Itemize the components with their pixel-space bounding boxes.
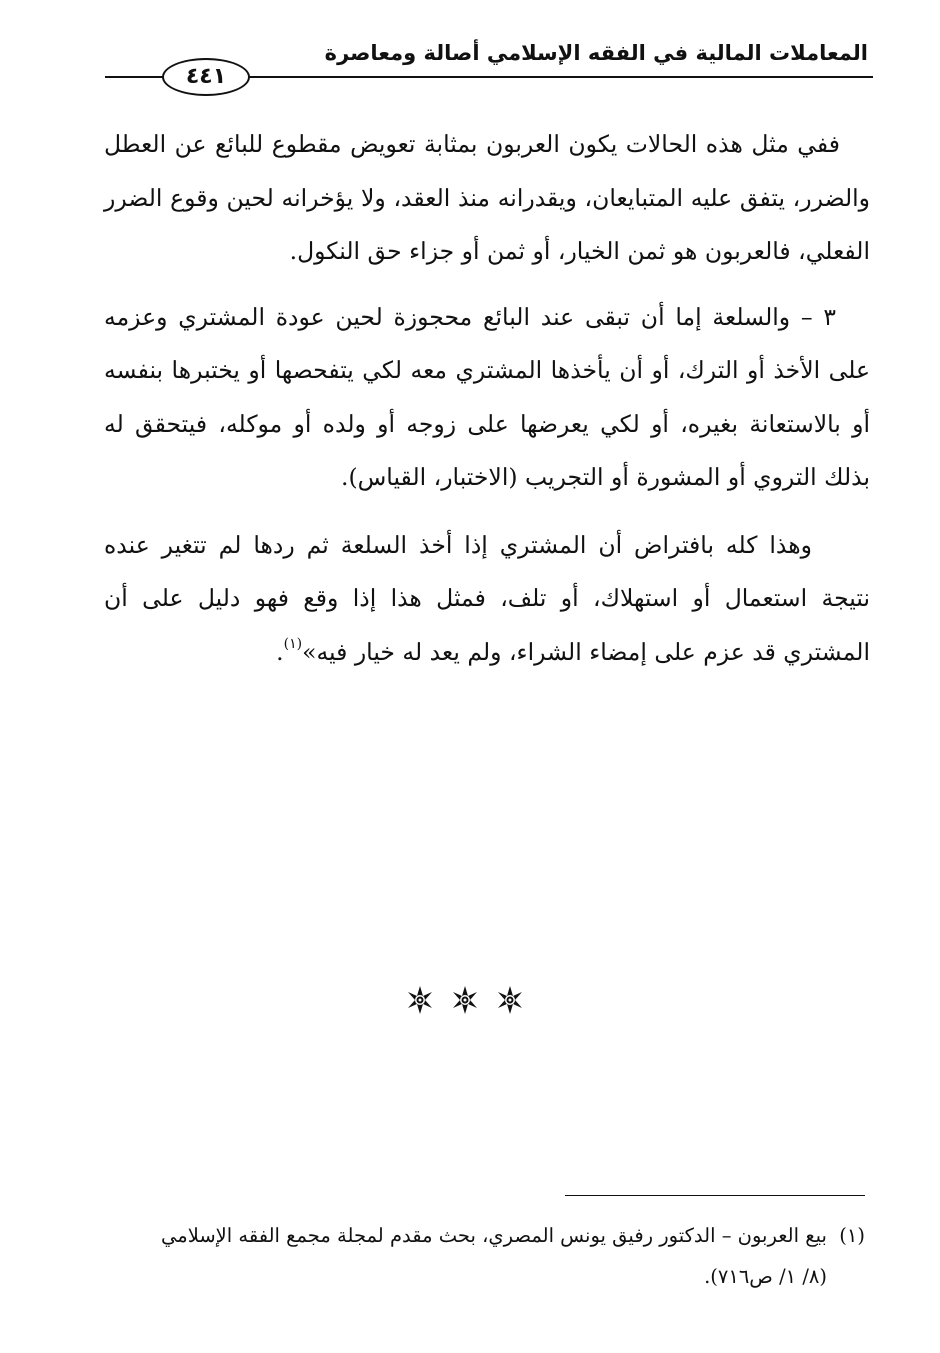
flower-ornament-icon	[450, 985, 480, 1015]
footnote-rule	[565, 1195, 865, 1196]
flower-ornament-icon	[405, 985, 435, 1015]
footnote-line-1	[75, 1215, 865, 1256]
flower-ornament-icon	[495, 985, 525, 1015]
section-separator	[405, 985, 525, 1015]
footnote-continuation: (٨/ ١/ ص٧١٦).	[704, 1265, 827, 1288]
paragraph-2: ٣ – والسلعة إما أن تبقى عند البائع محجوزة لحين عودة المشتري وعزمه على الأخذ أو الترك، أو أن يأخذها المشتري معه لكي يتفحصها أو يختبرها بنفسه أو بالاستعانة بغيره، أو لكي يعرضها على زوجه أو ولده أو موكله، فيتحقق له بذلك التروي أو المشورة أو التجريب (الاختبار، القياس).	[104, 302, 870, 491]
running-header-title: المعاملات المالية في الفقه الإسلامي أصالة ومعاصرة	[324, 41, 868, 65]
footnote	[75, 1215, 865, 1297]
closing-punctuation: .	[276, 637, 284, 666]
page-number: ٤٤١	[162, 58, 250, 96]
footnote-text: بيع العربون – الدكتور رفيق يونس المصري، بحث مقدم لمجلة مجمع الفقه الإسلامي	[161, 1224, 827, 1247]
paragraph-3-text: وهذا كله بافتراض أن المشتري إذا أخذ السلعة ثم ردها لم تتغير عنده نتيجة استعمال أو استهلاك، أو تلف، فمثل هذا إذا وقع فهو دليل على أن المشتري قد عزم على إمضاء الشراء، ولم يعد له خيار فيه»	[104, 530, 870, 666]
footnote-number: (١)	[839, 1224, 865, 1247]
paragraph-3	[104, 519, 870, 680]
footnote-reference: (١)	[283, 635, 303, 652]
body-text	[104, 118, 870, 679]
paragraph-1: ففي مثل هذه الحالات يكون العربون بمثابة تعويض مقطوع للبائع عن العطل والضرر، يتفق عليه المتبايعان، ويقدرانه منذ العقد، ولا يؤخرانه لحين وقوع الضرر الفعلي، فالعربون هو ثمن الخيار، أو ثمن أو جزاء حق النكول.	[104, 130, 870, 265]
